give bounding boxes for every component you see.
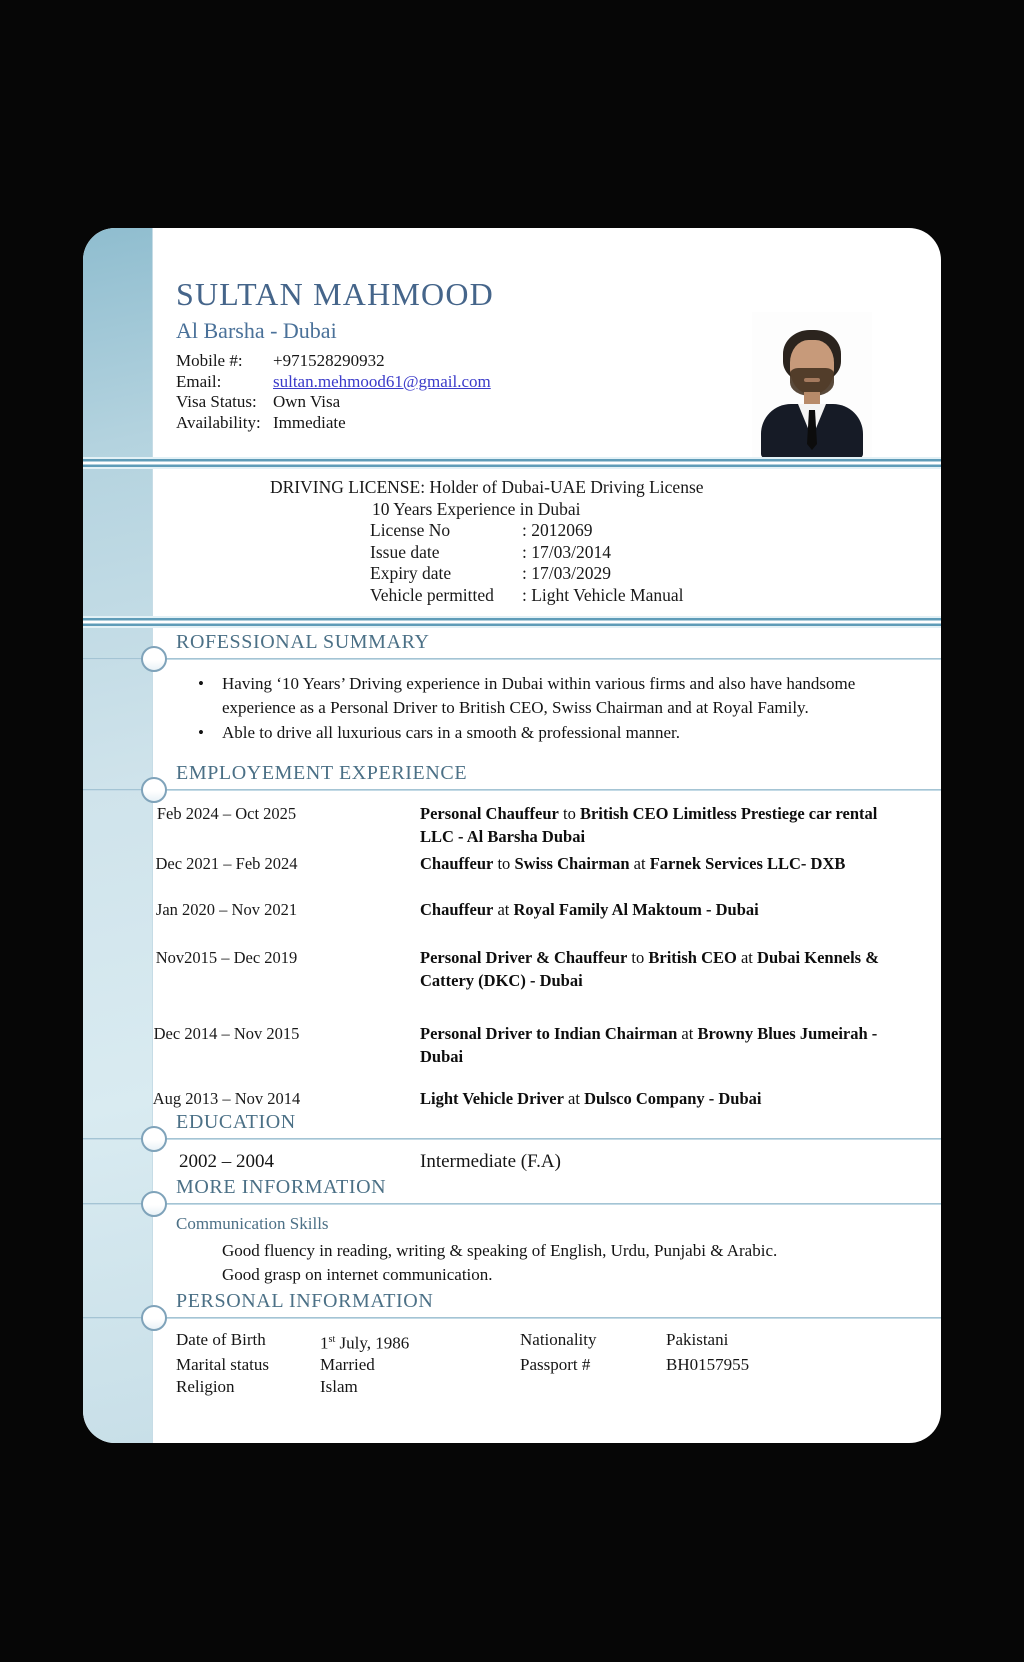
license-subtitle: 10 Years Experience in Dubai	[372, 498, 581, 519]
summary-bullet: • Having ‘10 Years’ Driving experience in Dubai within various firms and also have handsome experience as a Personal Driver to British CEO, Swiss Chairman and at Royal Family.	[222, 672, 877, 720]
experience-description: Chauffeur to Swiss Chairman at Farnek Services LLC- DXB	[420, 854, 846, 873]
education-heading: EDUCATION	[176, 1111, 296, 1133]
marital-status-label: Marital status	[176, 1355, 270, 1375]
binder-hole	[141, 777, 167, 803]
experience-description: Personal Driver to Indian Chairman at Browny Blues Jumeirah - Dubai	[420, 1024, 878, 1066]
religion-label: Religion	[176, 1376, 235, 1396]
experience-date: Feb 2024 – Oct 2025	[156, 804, 297, 823]
more-information-section	[83, 1176, 941, 1287]
resume-card	[83, 228, 941, 1443]
profile-photo	[752, 312, 872, 458]
education-degree: Intermediate (F.A)	[420, 1151, 561, 1172]
expiry-date-value: : 17/03/2029	[522, 563, 611, 583]
mobile-label: Mobile #:	[176, 351, 243, 370]
experience-description: Light Vehicle Driver at Dulsco Company - Dubai	[420, 1089, 762, 1108]
email-label: Email:	[176, 371, 222, 391]
section-rule	[83, 658, 941, 660]
license-row	[370, 563, 704, 585]
header	[176, 276, 494, 433]
person-name: SULTAN MAHMOOD	[176, 276, 494, 312]
availability-label: Availability:	[176, 412, 261, 432]
contact-row-visa	[176, 392, 494, 413]
vehicle-permitted-label: Vehicle permitted	[370, 584, 494, 605]
experience-date: Jan 2020 – Nov 2021	[155, 900, 298, 919]
dob-label: Date of Birth	[176, 1330, 266, 1349]
issue-date-value: : 17/03/2014	[522, 541, 611, 562]
nationality-value: Pakistani	[666, 1330, 729, 1349]
binder-hole	[141, 646, 167, 672]
experience-date: Aug 2013 – Nov 2014	[152, 1089, 301, 1108]
experience-row	[83, 1022, 941, 1068]
experience-row	[83, 1087, 941, 1110]
license-row	[370, 520, 704, 542]
contact-block	[176, 351, 494, 433]
experience-row	[83, 946, 941, 992]
professional-summary-section	[83, 631, 941, 746]
personal-information-section	[83, 1290, 941, 1397]
issue-date-label: Issue date	[370, 541, 440, 562]
section-rule	[83, 789, 941, 791]
skills-line: Good grasp on internet communication.	[222, 1265, 493, 1284]
binder-hole	[141, 1305, 167, 1331]
personal-info-row	[176, 1354, 941, 1376]
license-no-label: License No	[370, 520, 451, 540]
experience-date: Dec 2014 – Nov 2015	[153, 1024, 300, 1043]
marital-status-value: Married	[320, 1355, 375, 1375]
separator-band-top	[83, 457, 941, 469]
religion-value: Islam	[320, 1376, 358, 1396]
binder-hole	[141, 1191, 167, 1217]
separator-band-middle	[83, 616, 941, 628]
experience-description: Chauffeur at Royal Family Al Maktoum - Dubai	[420, 900, 759, 919]
license-title: DRIVING LICENSE: Holder of Dubai-UAE Driving License	[270, 477, 704, 497]
education-date: 2002 – 2004	[179, 1151, 274, 1172]
experience-date: Nov2015 – Dec 2019	[155, 948, 298, 967]
personal-info-row	[176, 1329, 941, 1354]
location: Al Barsha - Dubai	[176, 318, 337, 343]
personal-info-row	[176, 1376, 941, 1398]
license-no-value: : 2012069	[522, 520, 593, 540]
education-row	[83, 1151, 941, 1173]
binder-hole	[141, 1126, 167, 1152]
contact-row-mobile	[176, 351, 494, 372]
email-link[interactable]: sultan.mehmood61@gmail.com	[273, 371, 491, 391]
more-info-heading: MORE INFORMATION	[176, 1176, 387, 1198]
communication-skills-subheading: Communication Skills	[176, 1214, 329, 1233]
experience-row	[83, 898, 941, 921]
experience-heading: EMPLOYEMENT EXPERIENCE	[176, 762, 468, 784]
mobile-value: +971528290932	[273, 351, 385, 370]
experience-rows	[83, 802, 941, 1110]
experience-description: Personal Chauffeur to British CEO Limitless Prestiege car rental LLC - Al Barsha Dubai	[420, 804, 878, 846]
dob-value: 1st July, 1986	[320, 1333, 410, 1353]
summary-bullet: • Able to drive all luxurious cars in a smooth & professional manner.	[222, 721, 877, 745]
personal-info-rows	[83, 1329, 941, 1397]
nationality-label: Nationality	[520, 1330, 597, 1349]
passport-value: BH0157955	[666, 1355, 750, 1375]
employment-experience-section	[83, 762, 941, 1110]
section-rule	[83, 1317, 941, 1319]
experience-row	[83, 802, 941, 848]
availability-value: Immediate	[273, 412, 346, 432]
vehicle-permitted-value: : Light Vehicle Manual	[522, 584, 684, 605]
contact-row-email	[176, 372, 494, 393]
education-section	[83, 1111, 941, 1173]
license-row	[370, 542, 704, 564]
expiry-date-label: Expiry date	[370, 563, 452, 583]
driving-license-section	[270, 477, 704, 606]
photo-mouth	[804, 378, 820, 382]
personal-info-heading: PERSONAL INFORMATION	[176, 1290, 434, 1312]
summary-bullet-list	[222, 672, 877, 745]
summary-heading: ROFESSIONAL SUMMARY	[176, 631, 430, 653]
contact-row-availability	[176, 413, 494, 434]
license-row	[370, 585, 704, 607]
experience-description: Personal Driver & Chauffeur to British CEO at Dubai Kennels & Cattery (DKC) - Dubai	[420, 948, 879, 990]
skills-line: Good fluency in reading, writing & speaking of English, Urdu, Punjabi & Arabic.	[222, 1241, 778, 1260]
visa-value: Own Visa	[273, 392, 341, 411]
visa-label: Visa Status:	[176, 392, 257, 411]
experience-date: Dec 2021 – Feb 2024	[155, 854, 298, 873]
experience-row	[83, 852, 941, 875]
communication-skills-text	[222, 1239, 941, 1287]
passport-label: Passport #	[520, 1355, 591, 1375]
section-rule	[83, 1138, 941, 1140]
section-rule	[83, 1203, 941, 1205]
